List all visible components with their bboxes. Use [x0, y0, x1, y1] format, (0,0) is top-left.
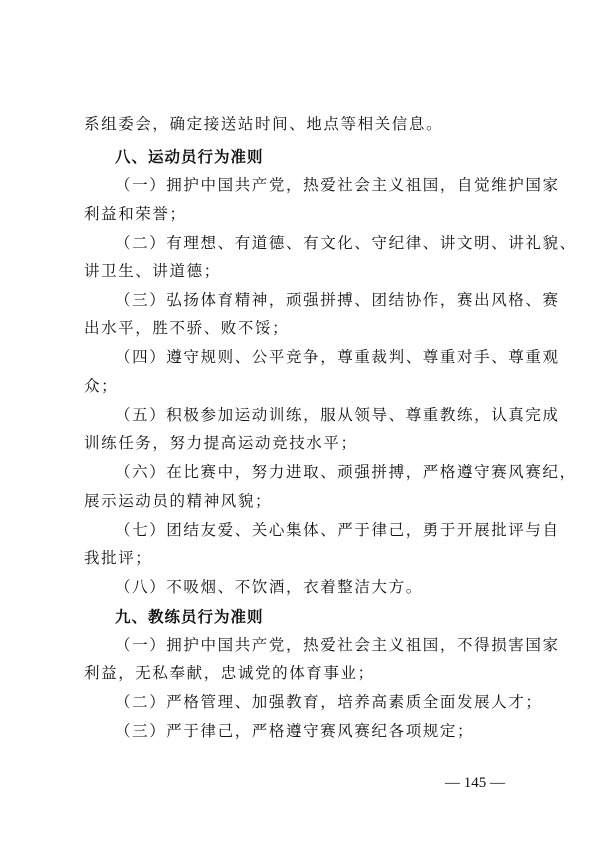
text-line: 展示运动员的精神风貌；	[84, 492, 273, 510]
text-line: 众；	[84, 377, 119, 395]
text-line: 我批评；	[84, 549, 153, 567]
text-line: 训练任务，努力提高运动竞技水平；	[84, 434, 358, 452]
text-line: （四）遵守规则、公平竞争，尊重裁判、尊重对手、尊重观	[115, 348, 560, 366]
text-line: （二）严格管理、加强教育，培养高素质全面发展人才；	[115, 693, 543, 711]
text-line: （七）团结友爱、关心集体、严于律己，勇于开展批评与自	[115, 521, 560, 539]
text-line: 利益，无私奉献，忠诚党的体育事业；	[84, 664, 375, 682]
text-line: （八）不吸烟、不饮酒，衣着整洁大方。	[115, 578, 423, 596]
text-line: （一）拥护中国共产党，热爱社会主义祖国，自觉维护国家	[115, 176, 560, 194]
text-line: 系组委会，确定接送站时间、地点等相关信息。	[84, 115, 444, 133]
section-heading-coaches: 九、教练员行为准则	[115, 608, 264, 626]
text-line: 利益和荣誉；	[84, 205, 187, 223]
text-line: （二）有理想、有道德、有文化、守纪律、讲文明、讲礼貌、	[115, 234, 577, 252]
text-line: 讲卫生、讲道德；	[84, 262, 221, 280]
text-line: （五）积极参加运动训练，服从领导、尊重教练，认真完成	[115, 406, 560, 424]
text-line: （三）严于律己，严格遵守赛风赛纪各项规定；	[115, 722, 475, 740]
page-number: — 145 —	[445, 775, 505, 791]
section-heading-athletes: 八、运动员行为准则	[115, 148, 264, 166]
text-line: 出水平，胜不骄、败不馁；	[84, 319, 290, 337]
text-line: （三）弘扬体育精神，顽强拼搏、团结协作，赛出风格、赛	[115, 291, 560, 309]
text-line: （六）在比赛中，努力进取、顽强拼搏，严格遵守赛风赛纪，	[115, 463, 577, 481]
text-line: （一）拥护中国共产党，热爱社会主义祖国，不得损害国家	[115, 636, 560, 654]
